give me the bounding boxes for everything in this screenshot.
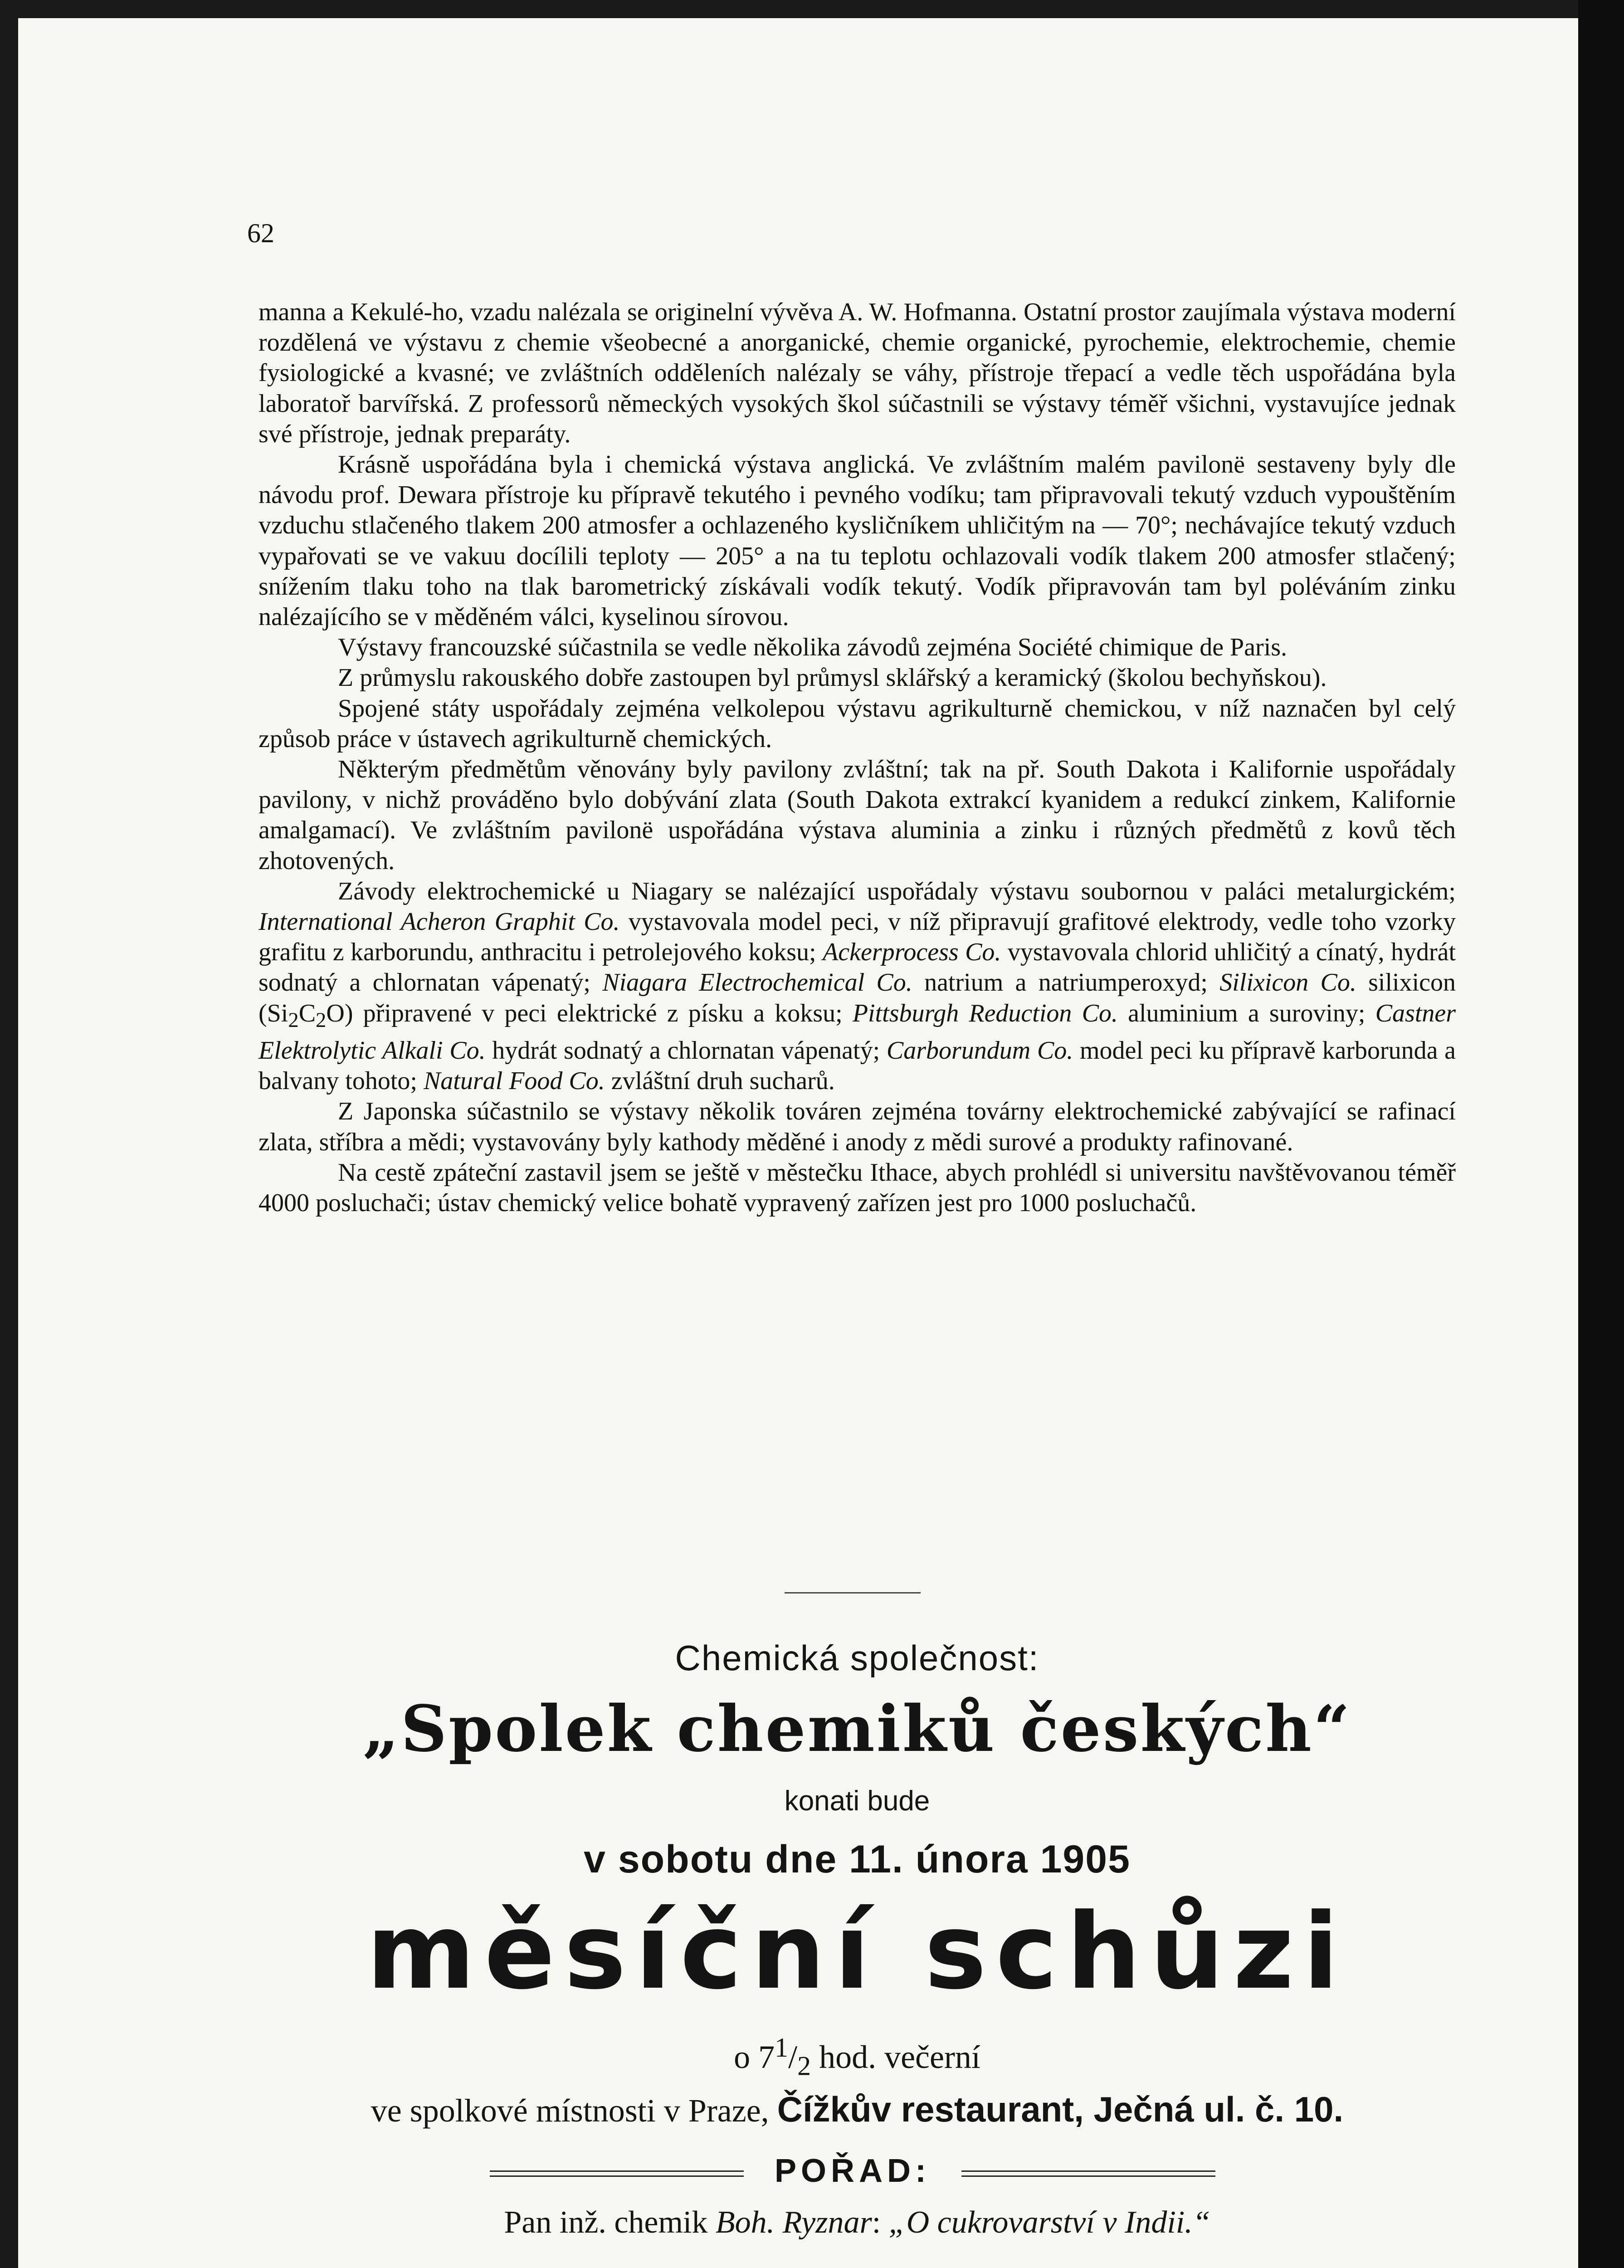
time-line <box>258 2032 1456 2082</box>
subscript: 2 <box>288 1008 299 1032</box>
text-run: Závody elektrochemické u Niagary se nalézající uspořádaly výstavu soubornou v paláci metalurgickém; <box>338 877 1456 905</box>
paragraph: Na cestě zpáteční zastavil jsem se ještě v městečku Ithace, abych prohlédl si universitu navštěvovanou téměř 4000 posluchači; ústav chemický velice bohatě vypravený zařízen jest pro 1000 posluchačů. <box>258 1158 1456 1217</box>
society-line: Chemická společnost: <box>675 1638 1039 1678</box>
company-name: Pittsburgh Reduction Co. <box>852 999 1118 1027</box>
fraction-numerator: 1 <box>775 2033 789 2063</box>
program-title: POŘAD: <box>766 2153 940 2189</box>
text-run: model peci ku přípravě karborunda a balvany tohoto; <box>258 1036 1456 1095</box>
text-run: silixicon (Si <box>258 968 1456 1027</box>
date-line: v sobotu dne 11. února 1905 <box>584 1838 1131 1881</box>
colon: : <box>872 2205 881 2240</box>
company-name: Carborundum Co. <box>886 1036 1073 1065</box>
company-name: Silixicon Co. <box>1219 968 1356 997</box>
venue-city: ve spolkové místnosti v Praze, <box>371 2092 769 2129</box>
program-title-wrap <box>490 2152 1215 2190</box>
text-run: vystavovala model peci, v níž připravují grafitové elektrody, vedle toho vzorky grafitu z karborundu, anthracitu i petrolejového koksu; <box>258 908 1456 967</box>
paragraph: Z Japonska súčastnilo se výstavy několik továren zejména továrny elektrochemické zabývající se rafinací zlata, stříbra a mědi; vystavovány byly kathody měděné i anody z mědi surové a produkty rafinované. <box>258 1097 1456 1156</box>
society-name: „Spolek chemiků českých“ <box>362 1692 1352 1766</box>
venue-line <box>258 2089 1456 2130</box>
time-suffix: hod. večerní <box>819 2039 980 2075</box>
text-run: zvláštní druh sucharů. <box>611 1067 835 1095</box>
speaker-name: Boh. Ryznar <box>715 2205 872 2240</box>
company-name: Niagara Electrochemical Co. <box>602 968 912 997</box>
paragraph: Z průmyslu rakouského dobře zastoupen byl průmysl sklářský a keramický (školou bechyňskou). <box>338 664 1327 692</box>
fraction-denominator: 2 <box>797 2051 811 2081</box>
paragraph: manna a Kekulé-ho, vzadu nalézala se originelní vývěva A. W. Hofmanna. Ostatní prostor zaujímala výstava moderní rozdělená ve výstavu z chemie všeobecné a anorganické, chemie organické, pyrochemie, elektrochemie, chemie fysiologické a kvasné; ve zvláštních odděleních nalézaly se váhy, přístroje třepací a vedle těch uspořádána byla laboratoř barvířská. Z professorů německých vysokých škol súčastnili se výstavy téměř všichni, vystavujíce jednak své přístroje, jednak preparáty. <box>258 298 1456 448</box>
text-run: aluminium a suroviny; <box>1128 999 1366 1027</box>
company-name: Ackerprocess Co. <box>823 938 1001 967</box>
venue-address: Čížkův restaurant, Ječná ul. č. 10. <box>777 2089 1344 2129</box>
fraction-slash: / <box>788 2039 798 2075</box>
page-number: 62 <box>247 218 274 248</box>
company-name: International Acheron Graphit Co. <box>258 908 620 936</box>
paragraph: Některým předmětům věnovány byly pavilony zvláštní; tak na př. South Dakota i Kalifornie uspořádaly pavilony, v nichž prováděno bylo dobývání zlata (South Dakota extrakcí kyanidem a redukcí zinkem, Kalifornie amalgamací). Ve zvláštním pavilonë uspořádána výstava aluminia a zinku i různých předmětů z kovů těch zhotovených. <box>258 755 1456 875</box>
company-name: Castner Elektrolytic Alkali Co. <box>258 999 1456 1065</box>
program-heading <box>490 2152 1215 2193</box>
paragraph: Výstavy francouzské súčastnila se vedle několika závodů zejména Société chimique de Paris. <box>338 633 1287 662</box>
text-run: vystavovala chlorid uhličitý a cínatý, hydrát sodnatý a chlornatan vápenatý; <box>258 938 1456 997</box>
subscript: 2 <box>316 1008 327 1032</box>
program-item <box>258 2204 1456 2241</box>
company-name: Natural Food Co. <box>423 1067 605 1095</box>
meeting-title: měsíční schůzi <box>366 1892 1348 2013</box>
konati-line: konati bude <box>784 1785 930 1817</box>
speaker-title: Pan inž. chemik <box>504 2205 708 2240</box>
paragraph: Spojené státy uspořádaly zejména velkolepou výstavu agrikulturně chemickou, v níž naznačen byl celý způsob práce v ústavech agrikulturně chemických. <box>258 694 1456 753</box>
section-divider <box>785 1592 921 1593</box>
paragraph <box>258 876 1456 1097</box>
scan-edge <box>1578 0 1624 2268</box>
text-run: natrium a natriumperoxyd; <box>924 968 1208 997</box>
page <box>18 18 1578 2268</box>
text-run: C <box>298 999 316 1027</box>
paragraph: Krásně uspořádána byla i chemická výstava anglická. Ve zvláštním malém pavilonë sestaveny byly dle návodu prof. Dewara přístroje ku přípravě tekutého i pevného vodíku; tam připravovali tekutý vzduch vypouštěním vzduchu stlačeného tlakem 200 atmosfer a ochlazeného kysličníkem uhličitým na — 70°; nechávajíce tekutý vzduch vypařovati se ve vakuu docílili teploty — 205° a na tu teplotu ochlazovali vodík tlakem 200 atmosfer stlačený; snížením tlaku toho na tlak barometrický získávali vodík tekutý. Vodík připravován tam byl poléváním zinku nalézajícího se v měděném válci, kyselinou sírovou. <box>258 450 1456 631</box>
text-run: hydrát sodnatý a chlornatan vápenatý; <box>492 1036 880 1065</box>
article-body <box>258 297 1456 1218</box>
talk-title: „O cukrovarství v Indii.“ <box>888 2205 1210 2240</box>
text-run: O) připravené v peci elektrické z písku a koksu; <box>326 999 843 1027</box>
time-hour: o 7 <box>734 2039 775 2075</box>
